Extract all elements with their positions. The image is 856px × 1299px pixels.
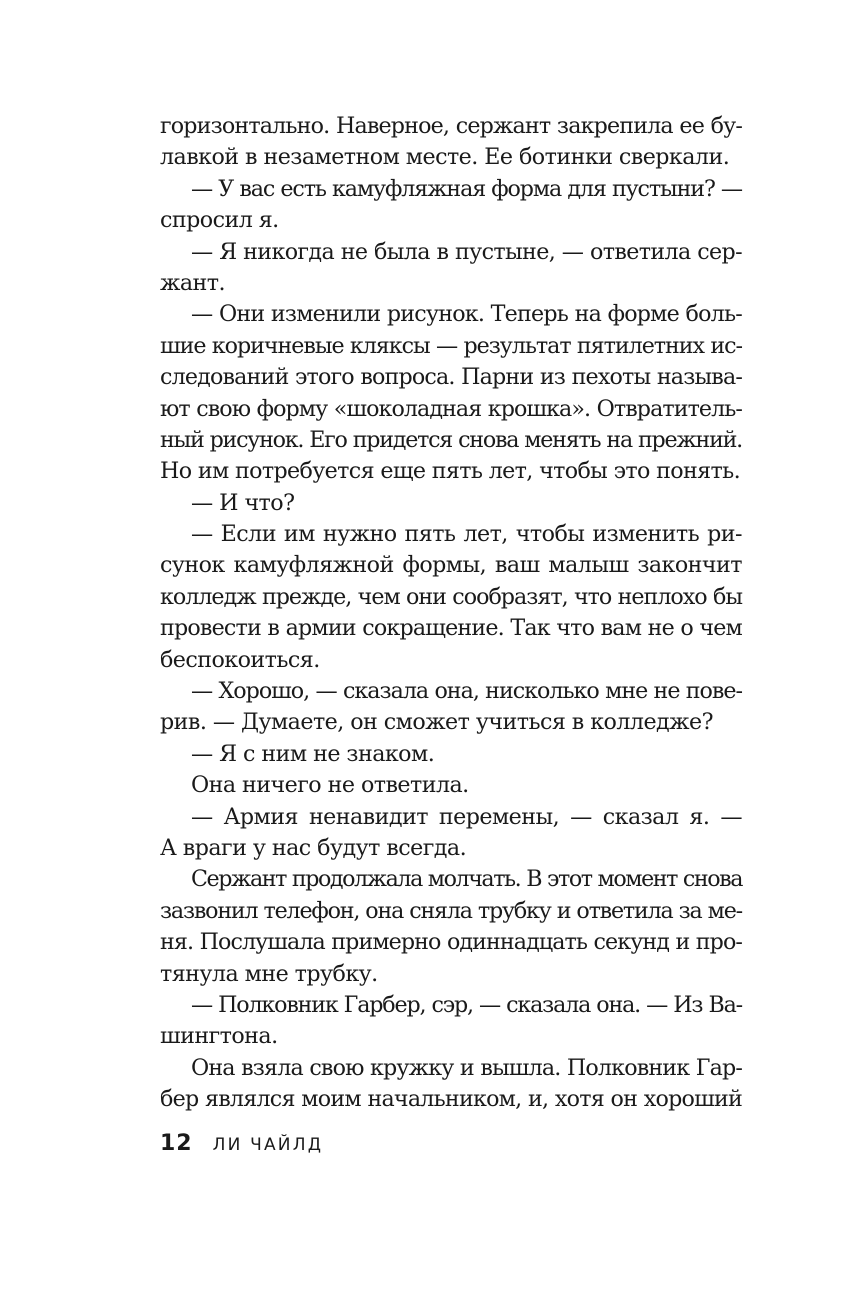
text-line: спросил я. [160, 207, 279, 234]
text-line: Сержант продолжала молчать. В этот момент снова [191, 866, 742, 893]
text-line: — И что? [191, 489, 295, 516]
text-line: ют свою форму «шоколадная крошка». Отвратитель- [160, 395, 742, 422]
text-line: рив. — Думаете, он сможет учиться в колледже? [160, 709, 713, 736]
text-line: ня. Послушала примерно одиннадцать секунд и про- [160, 929, 742, 956]
running-head-author: ЛИ ЧАЙЛД [212, 1135, 324, 1155]
text-line: — Я никогда не была в пустыне, — ответила сер- [191, 238, 742, 265]
text-line: бер являлся моим начальником, и, хотя он хороший [160, 1086, 742, 1113]
text-line: беспокоиться. [160, 646, 320, 673]
text-line: — Я с ним не знаком. [191, 740, 435, 767]
page-footer [160, 1131, 323, 1156]
text-line: сунок камуфляжной формы, ваш малыш закончит [160, 552, 742, 579]
text-line: жант. [160, 269, 226, 296]
text-line: колледж прежде, чем они сообразят, что неплохо бы [160, 583, 742, 610]
text-line: тянула мне трубку. [160, 960, 378, 987]
text-line: Но им потребуется еще пять лет, чтобы это понять. [160, 458, 740, 485]
text-line: следований этого вопроса. Парни из пехоты называ- [160, 364, 742, 391]
text-line: ный рисунок. Его придется снова менять на прежний. [160, 426, 742, 453]
text-line: шие коричневые кляксы — результат пятилетних ис- [160, 332, 742, 359]
text-line: — Они изменили рисунок. Теперь на форме боль- [191, 301, 742, 328]
text-line: Она ничего не ответила. [191, 772, 469, 799]
text-line: провести в армии сокращение. Так что вам не о чем [160, 615, 742, 642]
text-line: — Хорошо, — сказала она, нисколько мне не пове- [191, 678, 742, 705]
text-line: горизонтально. Наверное, сержант закрепила ее бу- [160, 113, 742, 139]
body-text [160, 111, 742, 1116]
text-line: лавкой в незаметном месте. Ее ботинки сверкали. [160, 144, 730, 171]
text-line: Она взяла свою кружку и вышла. Полковник Гар- [191, 1054, 742, 1081]
text-line: А враги у нас будут всегда. [160, 834, 467, 861]
text-line: зазвонил телефон, она сняла трубку и ответила за ме- [160, 897, 742, 924]
text-line: — Армия ненавидит перемены, — сказал я. — [191, 803, 742, 830]
text-line: — У вас есть камуфляжная форма для пустыни? — [191, 175, 742, 202]
text-line: — Полковник Гарбер, сэр, — сказала она. — Из Ва- [191, 991, 742, 1018]
text-line: — Если им нужно пять лет, чтобы изменить ри- [191, 521, 742, 548]
text-line: шингтона. [160, 1023, 278, 1050]
page-number: 12 [160, 1131, 193, 1156]
